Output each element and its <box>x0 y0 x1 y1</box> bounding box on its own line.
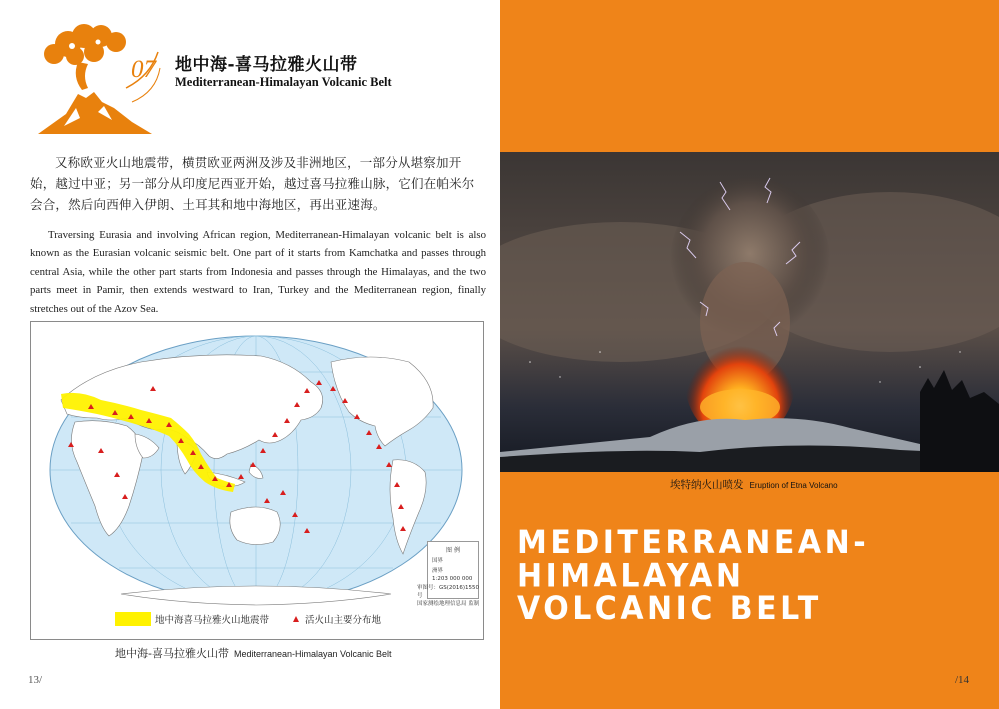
world-map-graphic <box>31 322 483 639</box>
belt-swatch <box>115 612 151 626</box>
map-approval-line: 审图号：GS(2016)1550号 <box>417 585 480 599</box>
map-legend-title: 图 例 <box>446 547 460 554</box>
map-key <box>115 611 381 627</box>
title-chinese: 地中海-喜马拉雅火山带 <box>175 55 358 75</box>
paragraph-english: Traversing Eurasia and involving African region, Mediterranean-Himalayan volcanic belt is also known as the Eurasian volcanic seismic belt. One part of it starts from Kamchatka and passes through central Asia, while the other part starts from Indonesia and passes through the Himalayas, and the two parts meet in Pamir, then extends westward to Iran, Turkey and the Mediterranean region, finally stretches out of the Azov Sea. <box>30 229 486 315</box>
map-legend-item: 1:203 000 000 <box>432 576 473 582</box>
big-title-line: MEDITERRANEAN- <box>517 523 870 562</box>
map-caption-zh: 地中海-喜马拉雅火山带 <box>115 647 229 660</box>
big-title-line: HIMALAYAN <box>517 556 745 595</box>
belt-key-label: 地中海喜马拉雅火山地震带 <box>155 615 270 626</box>
volcano-triangle-icon <box>293 616 299 622</box>
map-caption-en: Mediterranean-Himalayan Volcanic Belt <box>233 649 392 659</box>
etna-eruption-photo <box>500 152 999 472</box>
big-title <box>517 523 987 628</box>
map-approval-line: 国家测绘地理信息局 监制 <box>417 601 480 607</box>
map-legend-item: 洲界 <box>432 568 444 574</box>
map-legend-item: 国界 <box>432 558 444 564</box>
photo-caption-en: Eruption of Etna Volcano <box>749 481 838 490</box>
volcano-key-label: 活火山主要分布地 <box>305 615 382 626</box>
photo-caption-zh: 埃特纳火山喷发 <box>670 479 744 491</box>
title-english: Mediterranean-Himalayan Volcanic Belt <box>175 75 392 89</box>
paragraph-chinese: 又称欧亚火山地震带，横贯欧亚两洲及涉及非洲地区，一部分从堪察加开始，越过中亚；另一部分从印度尼西亚开始，越过喜马拉雅山脉，它们在帕米尔会合，然后向西伸入伊朗、土耳其和地中海地区，再出亚速海。 <box>30 155 475 212</box>
world-map <box>30 321 484 640</box>
photo-caption <box>670 477 838 492</box>
big-title-line: VOLCANIC BELT <box>517 589 822 628</box>
chapter-number: 07 <box>131 56 156 83</box>
map-approval-note <box>417 584 483 608</box>
page-number-right: /14 <box>955 674 970 686</box>
page-number-left: 13/ <box>28 674 43 686</box>
map-caption <box>115 645 392 661</box>
right-page <box>500 0 999 709</box>
